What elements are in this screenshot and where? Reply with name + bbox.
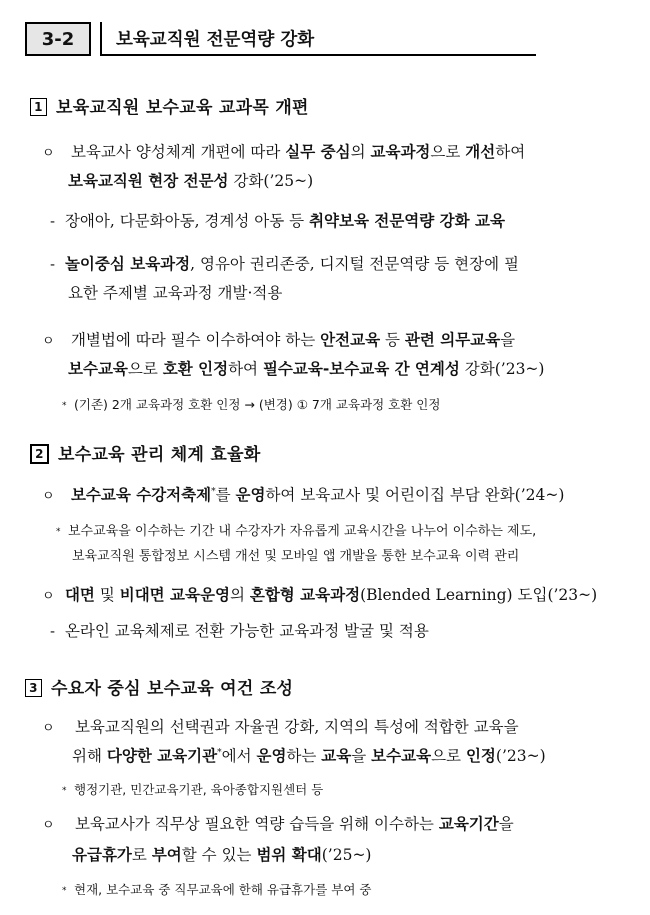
text: 하여 [495,143,526,161]
text: 을 [498,815,514,833]
emphasis: 다양한 교육기관 [106,747,218,765]
s2-item1 [42,483,564,505]
section-number-badge: 3-2 [25,22,91,56]
text: 하여 보육교사 및 어린이집 부담 완화(’24~) [265,486,565,504]
subsection-1-title: 보육교직원 보수교육 교과목 개편 [56,98,309,118]
s3-item1-line2 [72,744,546,766]
text: 으로 [431,747,466,765]
text: 으로 [127,360,163,378]
text: 하는 [286,747,322,765]
circle-bullet: ㅇ [42,818,55,833]
s3-item2-line1 [42,812,514,834]
emphasis: 교육과정 [370,143,431,161]
text: 온라인 교육체제로 전환 가능한 교육과정 발굴 및 적용 [64,622,429,640]
circle-bullet: ㅇ [42,334,55,349]
subsection-3-title: 수요자 중심 보수교육 여건 조성 [51,679,294,699]
asterisk-marker: * [62,786,67,796]
dash-marker: - [50,624,56,640]
emphasis: 보수교육 [371,747,432,765]
emphasis: 보수교육 [68,360,128,378]
emphasis: 개선 [465,143,496,161]
text: 을 [500,331,516,349]
text: 보육교사가 직무상 필요한 역량 습득을 위해 이수하는 [74,815,439,833]
emphasis: 유급휴가 [72,846,132,864]
section-title: 보육교직원 전문역량 강화 [100,22,536,56]
text: 으로 [430,143,466,161]
text: , 영유아 권리존중, 디지털 전문역량 등 현장에 필 [190,255,519,273]
emphasis: 보육교직원 현장 전문성 [68,172,229,190]
s2-note1-line1 [56,520,536,539]
subsection-3-heading [25,674,293,699]
text: 하여 [228,360,263,378]
emphasis: 교육 [321,747,352,765]
s2-dash1 [50,619,429,641]
subsection-2-number-box: 2 [30,444,49,464]
emphasis: 범위 확대 [256,846,322,864]
emphasis: 운영 [256,747,287,765]
note-text: 현재, 보수교육 중 직무교육에 한해 유급휴가를 부여 중 [74,882,372,897]
text: 에서 [221,747,257,765]
emphasis: 관련 의무교육 [404,331,501,349]
footnote-marker: * [211,486,216,497]
dash-marker: - [50,257,56,273]
text: (’23~) [495,747,546,765]
asterisk-marker: * [56,527,61,537]
text: 등 [380,331,405,349]
text: 강화(’23~) [459,360,545,378]
emphasis: 혼합형 교육과정 [249,586,361,604]
subsection-1-number-box: 1 [30,98,47,116]
s3-item2-line2 [72,843,371,865]
emphasis: 교육기간 [438,815,499,833]
note-text: (기존) 2개 교육과정 호환 인정 → (변경) ① 7개 교육과정 호환 인정 [74,397,441,412]
circle-bullet: ㅇ [42,489,55,504]
emphasis: 실무 중심 [285,143,351,161]
text: 장애아, 다문화아동, 경계성 아동 등 [64,212,310,230]
text: 보육교직원의 선택권과 자율권 강화, 지역의 특성에 적합한 교육을 [74,718,519,736]
text: 를 [215,486,236,504]
text: 로 [131,846,152,864]
s1-item2-line1 [42,328,515,350]
text: 의 [350,143,371,161]
subsection-3-number-box: 3 [25,679,42,697]
text: 위해 [72,747,107,765]
emphasis: 보수교육 수강저축제 [70,486,212,504]
s1-dash1 [50,209,505,231]
emphasis: 취약보육 전문역량 강화 교육 [309,212,505,230]
text: 의 [229,586,250,604]
note-text: 보수교육을 이수하는 기간 내 수강자가 자유롭게 교육시간을 나누어 이수하는 제도, [68,524,537,539]
footnote-marker: * [217,747,222,758]
s2-note1-line2: 보육교직원 통합정보 시스템 개선 및 모바일 앱 개발을 통한 보수교육 이력 관리 [72,549,520,564]
circle-bullet: ㅇ [42,146,55,161]
text: 을 [351,747,372,765]
text: 강화(’25~) [228,172,314,190]
s2-item2 [42,583,597,605]
emphasis: 놀이중심 보육과정 [64,255,191,273]
emphasis: 비대면 교육운영 [119,586,230,604]
emphasis: 운영 [235,486,266,504]
circle-bullet: ㅇ [42,589,55,604]
subsection-2-title: 보수교육 관리 체계 효율화 [58,445,261,465]
s3-note1 [62,780,323,798]
s3-note2 [62,880,371,898]
s1-dash2-line2: 요한 주제별 교육과정 개발·적용 [68,284,283,302]
text: 개별법에 따라 필수 이수하여야 하는 [70,331,321,349]
emphasis: 대면 [64,586,95,604]
asterisk-marker: * [62,401,67,411]
note-text: 행정기관, 민간교육기관, 육아종합지원센터 등 [74,782,324,797]
text: 할 수 있는 [181,846,257,864]
s1-note1 [62,395,440,413]
text: 및 [94,586,120,604]
s3-item1-line1 [42,715,519,737]
emphasis: 필수교육-보수교육 간 연계성 [262,360,460,378]
circle-bullet: ㅇ [42,721,55,736]
emphasis: 부여 [151,846,182,864]
subsection-1-heading [30,93,309,118]
text: 보육교사 양성체계 개편에 따라 [70,143,286,161]
dash-marker: - [50,214,56,230]
text: (Blended Learning) 도입(’23~) [360,586,598,604]
emphasis: 안전교육 [320,331,381,349]
s1-item2-line2 [68,357,544,379]
emphasis: 호환 인정 [162,360,229,378]
s1-item1-line1 [42,140,525,162]
s1-dash2-line1 [50,252,519,274]
text: (’25~) [321,846,372,864]
s1-item1-line2 [68,169,313,191]
subsection-2-heading [30,440,261,465]
asterisk-marker: * [62,886,67,896]
emphasis: 인정 [465,747,496,765]
